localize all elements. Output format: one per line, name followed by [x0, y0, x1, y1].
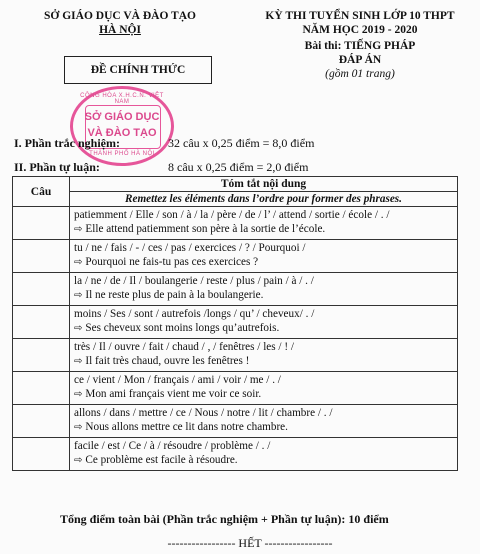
- seal-ring-bottom-text: THÀNH PHỐ HÀ NỘI: [89, 151, 155, 157]
- table-row: [13, 372, 458, 405]
- question-text: ce / vient / Mon / français / ami / voir / me / . /: [74, 374, 281, 386]
- row-content: [70, 438, 458, 471]
- row-number-cell: [13, 339, 70, 372]
- end-marker: ----------------- HẾT -----------------: [167, 536, 333, 550]
- table-header-row: [13, 177, 458, 192]
- row-number-cell: [13, 438, 70, 471]
- answer-text: Pourquoi ne fais-tu pas ces exercices ?: [85, 256, 259, 268]
- part2-score: 8 câu x 0,25 điểm = 2,0 điểm: [168, 160, 309, 174]
- row-content: [70, 273, 458, 306]
- answer-key-title: ĐÁP ÁN: [338, 54, 382, 66]
- arrow-right-icon: ⇨: [74, 257, 83, 268]
- part2-label: II. Phần tự luận:: [14, 160, 100, 174]
- question-text: la / ne / de / Il / boulangerie / reste / plus / pain / à / . /: [74, 275, 314, 287]
- row-content: [70, 306, 458, 339]
- seal-line-1: SỞ GIÁO DỤC: [84, 111, 160, 123]
- header-content: Tóm tắt nội dung: [70, 177, 458, 192]
- arrow-right-icon: ⇨: [74, 356, 83, 367]
- row-number-cell: [13, 240, 70, 273]
- arrow-right-icon: ⇨: [74, 323, 83, 334]
- answer-text: Ses cheveux sont moins longs qu’autrefois.: [85, 322, 280, 334]
- answer-text: Mon ami français vient me voir ce soir.: [85, 388, 262, 400]
- official-seal: [70, 86, 174, 166]
- answer-text: Il ne reste plus de pain à la boulangerie.: [85, 289, 264, 301]
- answer-line: [74, 387, 453, 402]
- row-number-cell: [13, 306, 70, 339]
- table-row: [13, 240, 458, 273]
- official-exam-label: ĐỀ CHÍNH THỨC: [90, 64, 186, 76]
- table-row: [13, 438, 458, 471]
- row-content: [70, 405, 458, 438]
- answer-line: [74, 420, 453, 435]
- row-content: [70, 339, 458, 372]
- part1-score: 32 câu x 0,25 điểm = 8,0 điểm: [168, 136, 315, 150]
- arrow-right-icon: ⇨: [74, 224, 83, 235]
- answer-line: [74, 321, 453, 336]
- row-content: [70, 240, 458, 273]
- question-text: patiemment / Elle / son / à / la / père / de / l’ / attend / sortie / école / . /: [74, 209, 390, 221]
- exam-title: KỲ THI TUYỂN SINH LỚP 10 THPT: [265, 10, 455, 22]
- answer-text: Ce problème est facile à résoudre.: [85, 454, 238, 466]
- question-text: très / Il / ouvre / fait / chaud / , / fenêtres / les / ! /: [74, 341, 294, 353]
- instruction-text: Remettez les éléments dans l’ordre pour former des phrases.: [70, 192, 458, 207]
- arrow-right-icon: ⇨: [74, 290, 83, 301]
- part1-label: I. Phần trắc nghiệm:: [14, 136, 120, 150]
- table-row: [13, 273, 458, 306]
- agency-city: HÀ NỘI: [99, 24, 141, 36]
- answer-line: [74, 453, 453, 468]
- row-content: [70, 207, 458, 240]
- header-cau: Câu: [13, 177, 70, 207]
- agency-name: SỞ GIÁO DỤC VÀ ĐÀO TẠO: [44, 10, 196, 22]
- row-number-cell: [13, 405, 70, 438]
- answer-table: [12, 176, 458, 471]
- instruction-row: [13, 192, 458, 207]
- question-text: moins / Ses / sont / autrefois /longs / qu’ / cheveux/ . /: [74, 308, 315, 320]
- official-exam-box: [64, 56, 212, 84]
- question-text: allons / dans / mettre / ce / Nous / notre / lit / chambre / . /: [74, 407, 333, 419]
- answer-text: Il fait très chaud, ouvre les fenêtres !: [85, 355, 250, 367]
- answer-line: [74, 288, 453, 303]
- seal-ring-text: CỘNG HÒA X.H.C.N. VIỆT NAM: [80, 93, 164, 105]
- row-number-cell: [13, 372, 70, 405]
- total-score: Tổng điểm toàn bài (Phần trắc nghiệm + Phần tự luận): 10 điểm: [60, 512, 389, 526]
- arrow-right-icon: ⇨: [74, 422, 83, 433]
- arrow-right-icon: ⇨: [74, 389, 83, 400]
- answer-text: Elle attend patiemment son père à la sortie de l’école.: [85, 223, 326, 235]
- seal-line-2: VÀ ĐÀO TẠO: [87, 127, 157, 139]
- answer-line: [74, 222, 453, 237]
- answer-line: [74, 255, 453, 270]
- row-number-cell: [13, 273, 70, 306]
- answer-line: [74, 354, 453, 369]
- table-row: [13, 405, 458, 438]
- table-row: [13, 339, 458, 372]
- row-number-cell: [13, 207, 70, 240]
- page-count: (gồm 01 trang): [325, 68, 395, 80]
- subject: Bài thi: TIẾNG PHÁP: [304, 40, 416, 52]
- row-content: [70, 372, 458, 405]
- table-row: [13, 207, 458, 240]
- answer-text: Nous allons mettre ce lit dans notre chambre.: [85, 421, 288, 433]
- question-text: facile / est / Ce / à / résoudre / problème / . /: [74, 440, 271, 452]
- school-year: NĂM HỌC 2019 - 2020: [302, 24, 418, 36]
- table-row: [13, 306, 458, 339]
- question-text: tu / ne / fais / - / ces / pas / exercices / ? / Pourquoi /: [74, 242, 306, 254]
- arrow-right-icon: ⇨: [74, 455, 83, 466]
